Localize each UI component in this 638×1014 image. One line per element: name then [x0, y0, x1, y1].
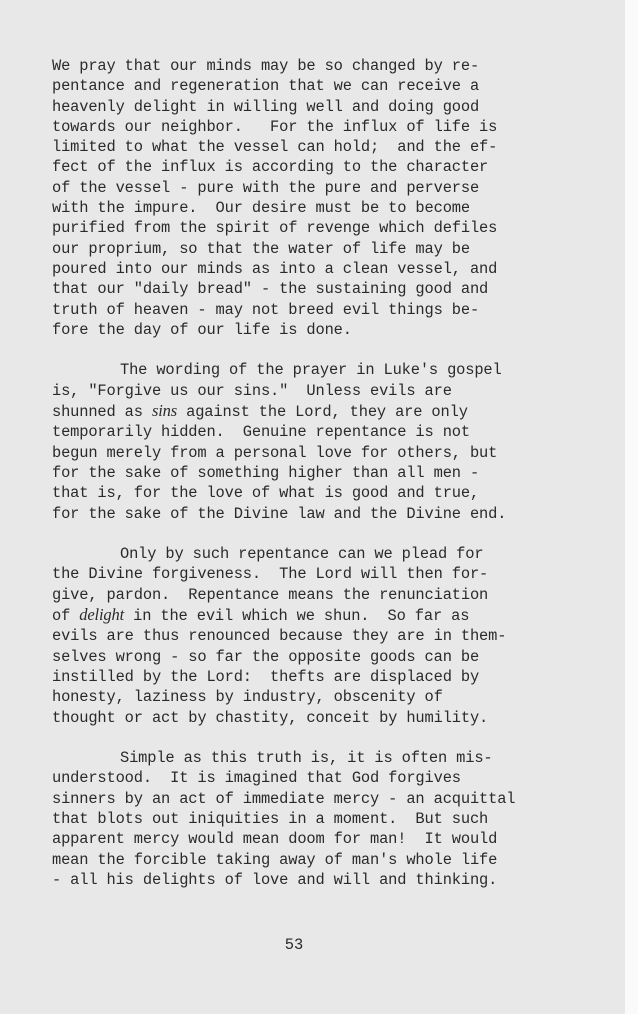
text-line: - all his delights of love and will and thinking. [52, 870, 498, 889]
text-line: fect of the influx is according to the character [52, 158, 489, 177]
text-line: The wording of the prayer in Luke's gospel [120, 361, 502, 380]
text-line: that is, for the love of what is good and true, [52, 484, 480, 503]
text-line: truth of heaven - may not breed evil things be- [52, 300, 480, 319]
text-line: of delight in the evil which we shun. So far as [52, 605, 470, 626]
paragraph [52, 748, 592, 890]
text-line: pentance and regeneration that we can receive a [52, 77, 480, 96]
text-line: that blots out iniquities in a moment. But such [52, 809, 489, 828]
paragraph [52, 56, 592, 340]
text-line: give, pardon. Repentance means the renunciation [52, 585, 489, 604]
text-line: is, "Forgive us our sins." Unless evils are [52, 381, 452, 400]
paragraph [52, 360, 592, 523]
text-line: Simple as this truth is, it is often mis- [120, 749, 493, 768]
text-line: mean the forcible taking away of man's whole life [52, 850, 498, 869]
page-number: 53 [284, 936, 304, 954]
text-line: towards our neighbor. For the influx of life is [52, 117, 498, 136]
italic-word: sins [151, 401, 178, 421]
text-line: heavenly delight in willing well and doing good [52, 97, 480, 116]
text-line: thought or act by chastity, conceit by humility. [52, 708, 489, 727]
text-line: We pray that our minds may be so changed by re- [52, 57, 480, 75]
italic-word: delight [79, 605, 125, 625]
paragraph [52, 544, 592, 728]
text-line: our proprium, so that the water of life may be [52, 239, 470, 258]
text-line: honesty, laziness by industry, obscenity of [52, 688, 443, 707]
text-line: fore the day of our life is done. [52, 320, 352, 339]
text-line: poured into our minds as into a clean vessel, and [52, 259, 498, 278]
text-line: purified from the spirit of revenge which defiles [52, 219, 498, 238]
text-line: limited to what the vessel can hold; and the ef- [52, 138, 498, 157]
text-line: understood. It is imagined that God forgives [52, 769, 461, 788]
text-line: with the impure. Our desire must be to become [52, 199, 470, 218]
text-line: instilled by the Lord: thefts are displaced by [52, 667, 480, 686]
text-line: that our "daily bread" - the sustaining good and [52, 280, 489, 299]
text-line: shunned as sins against the Lord, they are only [52, 401, 468, 422]
text-line: for the sake of the Divine law and the Divine end. [52, 504, 507, 523]
text-line: Only by such repentance can we plead for [120, 545, 484, 564]
text-line: the Divine forgiveness. The Lord will then for- [52, 565, 489, 584]
text-line: selves wrong - so far the opposite goods can be [52, 647, 480, 666]
text-line: begun merely from a personal love for others, but [52, 443, 498, 462]
page-edge [625, 0, 638, 1014]
text-line: evils are thus renounced because they are in them- [52, 627, 507, 646]
text-line: temporarily hidden. Genuine repentance is not [52, 423, 470, 442]
text-line: apparent mercy would mean doom for man! It would [52, 830, 498, 849]
body-text [52, 56, 592, 910]
text-line: for the sake of something higher than all men - [52, 463, 480, 482]
text-line: sinners by an act of immediate mercy - an acquittal [52, 789, 516, 808]
text-line: of the vessel - pure with the pure and perverse [52, 178, 480, 197]
